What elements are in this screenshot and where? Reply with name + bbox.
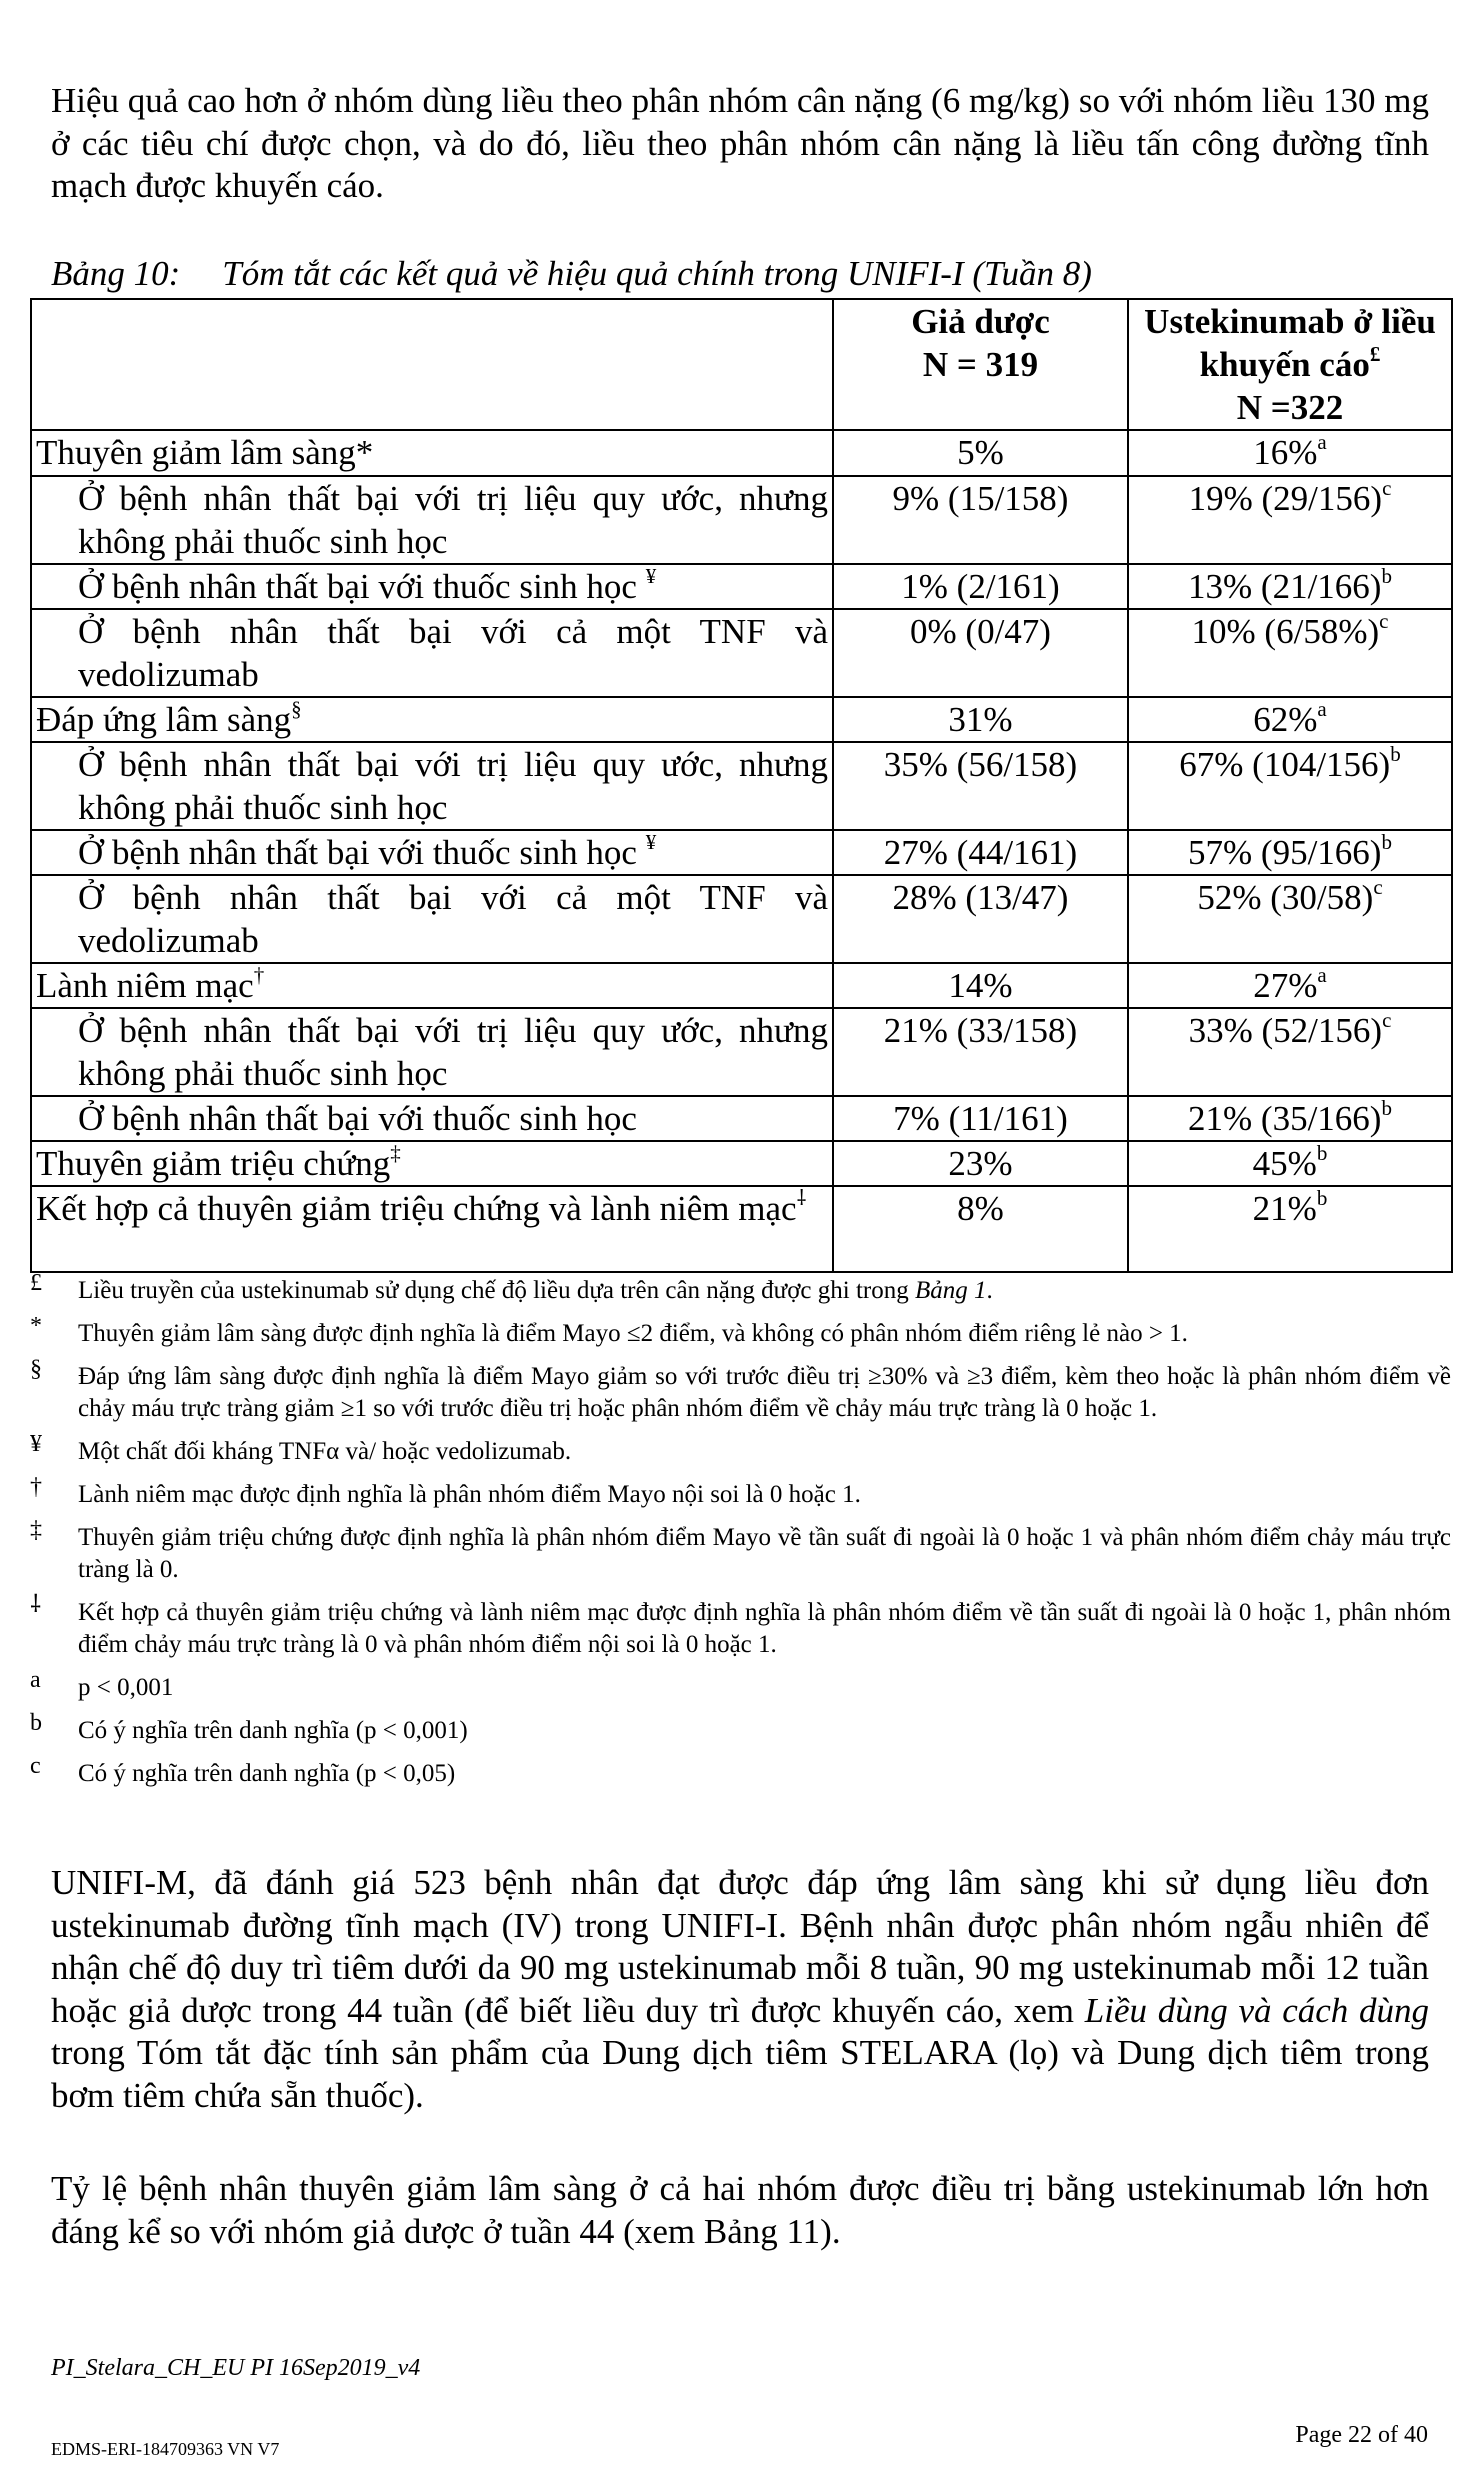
header-placebo: Giả dược N = 319 — [833, 299, 1128, 430]
endpoint-label: Kết hợp cả thuyên giảm triệu chứng và lành niêm mạc⸸ — [31, 1186, 833, 1272]
subgroup-label: Ở bệnh nhân thất bại với thuốc sinh học — [31, 1096, 833, 1141]
placebo-value: 27% (44/161) — [833, 830, 1128, 875]
footnote-text: Một chất đối kháng TNFα và/ hoặc vedolizumab. — [78, 1438, 572, 1465]
footnote — [30, 1517, 1451, 1586]
footer-edms-id: EDMS-ERI-184709363 VN V7 — [51, 2439, 280, 2459]
table-caption — [51, 253, 1092, 295]
table-row — [31, 1096, 1452, 1141]
footnote-symbol: b — [30, 1710, 42, 1736]
table-row — [31, 963, 1452, 1008]
table-row — [31, 1008, 1452, 1096]
footnote-symbol: £ — [30, 1270, 42, 1296]
placebo-value: 31% — [833, 697, 1128, 742]
footnote-symbol: a — [30, 1667, 41, 1693]
endpoint-label: Thuyên giảm lâm sàng* — [31, 430, 833, 476]
table-row — [31, 430, 1452, 476]
footnote-text: Lành niêm mạc được định nghĩa là phân nhóm điểm Mayo nội soi là 0 hoặc 1. — [78, 1481, 861, 1508]
subgroup-label: Ở bệnh nhân thất bại với thuốc sinh học ¥ — [31, 564, 833, 609]
endpoint-label: Đáp ứng lâm sàng§ — [31, 697, 833, 742]
header-empty-cell — [31, 299, 833, 430]
footnote — [30, 1667, 1451, 1704]
placebo-value: 21% (33/158) — [833, 1008, 1128, 1096]
footnote-symbol: ‡ — [30, 1517, 42, 1543]
footer-page-number: Page 22 of 40 — [1295, 2422, 1428, 2448]
placebo-value: 14% — [833, 963, 1128, 1008]
subgroup-label: Ở bệnh nhân thất bại với thuốc sinh học ¥ — [31, 830, 833, 875]
ustekinumab-value: 67% $(104/156)^b$ — [1128, 742, 1452, 830]
placebo-value: 7% (11/161) — [833, 1096, 1128, 1141]
footnote — [30, 1270, 1451, 1307]
footnote-text: Đáp ứng lâm sàng được định nghĩa là điểm Mayo giảm so với trước điều trị ≥30% và ≥3 điểm, kèm theo hoặc là phân nhóm điểm về chảy máu trực tràng giảm ≥1 so với trước điều trị hoặc phân nhóm điểm về chảy máu trực tràng là 0 hoặc 1. — [78, 1363, 1451, 1422]
footnote-symbol: § — [30, 1356, 42, 1382]
footnote-symbol: * — [30, 1313, 42, 1339]
ustekinumab-value: 21% $(35/166)^b$ — [1128, 1096, 1452, 1141]
unifi-m-paragraph: UNIFI-M, đã đánh giá 523 bệnh nhân đạt được đáp ứng lâm sàng khi sử dụng liều đơn ustekinumab đường tĩnh mạch (IV) trong UNIFI-I. Bệnh nhân được phân nhóm ngẫu nhiên để nhận chế độ duy trì tiêm dưới da 90 mg ustekinumab mỗi 8 tuần, 90 mg ustekinumab mỗi 12 tuần hoặc giả dược trong 44 tuần (để biết liều duy trì được khuyến cáo, xem Liều dùng và cách dùng trong Tóm tắt đặc tính sản phẩm của Dung dịch tiêm STELARA (lọ) và Dung dịch tiêm trong bơm tiêm chứa sẵn thuốc). — [51, 1863, 1429, 2115]
ustekinumab-value: 21%$^b$ — [1128, 1186, 1452, 1272]
table-header-row — [31, 299, 1452, 430]
footnote-symbol: † — [30, 1474, 42, 1500]
footnote-symbol: c — [30, 1753, 41, 1779]
placebo-value: 9% (15/158) — [833, 476, 1128, 564]
ustekinumab-value: 19% $(29/156)^c$ — [1128, 476, 1452, 564]
table-row — [31, 697, 1452, 742]
footnote-text: Liều truyền của ustekinumab sử dụng chế độ liều dựa trên cân nặng được ghi trong Bảng 1. — [78, 1277, 993, 1304]
placebo-value: 0% (0/47) — [833, 609, 1128, 697]
footnote-text: Thuyên giảm lâm sàng được định nghĩa là điểm Mayo ≤2 điểm, và không có phân nhóm điểm riêng lẻ nào > 1. — [78, 1320, 1188, 1347]
ustekinumab-value: 10% $(6/58\%)^c$ — [1128, 609, 1452, 697]
table-footnotes — [30, 1270, 1451, 1801]
subgroup-label: Ở bệnh nhân thất bại với trị liệu quy ước, nhưng không phải thuốc sinh học — [31, 742, 833, 830]
intro-paragraph: Hiệu quả cao hơn ở nhóm dùng liều theo phân nhóm cân nặng (6 mg/kg) so với nhóm liều 130 mg ở các tiêu chí được chọn, và do đó, liều theo phân nhóm cân nặng là liều tấn công đường tĩnh mạch được khuyến cáo. — [51, 81, 1429, 205]
placebo-value: 1% (2/161) — [833, 564, 1128, 609]
efficacy-results-table — [30, 298, 1453, 1273]
placebo-value: 23% — [833, 1141, 1128, 1186]
footnote-text: Có ý nghĩa trên danh nghĩa (p < 0,001) — [78, 1717, 468, 1744]
footnote — [30, 1431, 1451, 1468]
footnote — [30, 1710, 1451, 1747]
table-row — [31, 742, 1452, 830]
footnote-text: Kết hợp cả thuyên giảm triệu chứng và lành niêm mạc được định nghĩa là phân nhóm điểm về tần suất đi ngoài là 0 hoặc 1, phân nhóm điểm chảy máu trực tràng là 0 và phân nhóm điểm nội soi là 0 hoặc 1. — [78, 1599, 1451, 1658]
footnote-text: p < 0,001 — [78, 1674, 174, 1701]
footnote — [30, 1592, 1451, 1661]
footnote-symbol: ¥ — [30, 1431, 42, 1457]
footer-document-id: PI_Stelara_CH_EU PI 16Sep2019_v4 — [51, 2355, 421, 2381]
table-row — [31, 476, 1452, 564]
placebo-value: 8% — [833, 1186, 1128, 1272]
footnote-text: Thuyên giảm triệu chứng được định nghĩa là phân nhóm điểm Mayo về tần suất đi ngoài là 0 hoặc 1 và phân nhóm điểm chảy máu trực tràng là 0. — [78, 1524, 1451, 1583]
dosage-reference: Liều dùng và cách dùng — [1084, 1990, 1429, 2030]
ustekinumab-value: 52% $(30/58)^c$ — [1128, 875, 1452, 963]
footnote-text: Có ý nghĩa trên danh nghĩa (p < 0,05) — [78, 1760, 456, 1787]
table-row — [31, 1186, 1452, 1272]
ustekinumab-value: 45%$^b$ — [1128, 1141, 1452, 1186]
placebo-value: 35% (56/158) — [833, 742, 1128, 830]
table-row — [31, 830, 1452, 875]
footnote — [30, 1313, 1451, 1350]
placebo-value: 28% (13/47) — [833, 875, 1128, 963]
ustekinumab-value: 57% $(95/166)^b$ — [1128, 830, 1452, 875]
placebo-value: 5% — [833, 430, 1128, 476]
subgroup-label: Ở bệnh nhân thất bại với cả một TNF và vedolizumab — [31, 609, 833, 697]
ustekinumab-value: 62%$^a$ — [1128, 697, 1452, 742]
table-row — [31, 875, 1452, 963]
footnote-symbol: ⸸ — [30, 1592, 42, 1618]
ustekinumab-value: 13% $(21/166)^b$ — [1128, 564, 1452, 609]
footnote — [30, 1753, 1451, 1790]
footnote — [30, 1356, 1451, 1425]
ustekinumab-value: 16%$^a$ — [1128, 430, 1452, 476]
remission-paragraph: Tỷ lệ bệnh nhân thuyên giảm lâm sàng ở cả hai nhóm được điều trị bằng ustekinumab lớn hơn đáng kể so với nhóm giả dược ở tuần 44 (xem Bảng 11). — [51, 2169, 1429, 2251]
ustekinumab-value: 33% $(52/156)^c$ — [1128, 1008, 1452, 1096]
subgroup-label: Ở bệnh nhân thất bại với cả một TNF và vedolizumab — [31, 875, 833, 963]
endpoint-label: Thuyên giảm triệu chứng‡ — [31, 1141, 833, 1186]
endpoint-label: Lành niêm mạc† — [31, 963, 833, 1008]
subgroup-label: Ở bệnh nhân thất bại với trị liệu quy ước, nhưng không phải thuốc sinh học — [31, 1008, 833, 1096]
table-row — [31, 1141, 1452, 1186]
ustekinumab-value: 27%$^a$ — [1128, 963, 1452, 1008]
table-caption-label: Bảng 10: — [51, 254, 181, 293]
subgroup-label: Ở bệnh nhân thất bại với trị liệu quy ước, nhưng không phải thuốc sinh học — [31, 476, 833, 564]
footnote — [30, 1474, 1451, 1511]
table-row — [31, 609, 1452, 697]
header-ustekinumab: Ustekinumab ở liều khuyến cáo£ N =322 — [1128, 299, 1452, 430]
table-caption-title: Tóm tắt các kết quả về hiệu quả chính trong UNIFI-I (Tuần 8) — [222, 254, 1092, 293]
table-row — [31, 564, 1452, 609]
